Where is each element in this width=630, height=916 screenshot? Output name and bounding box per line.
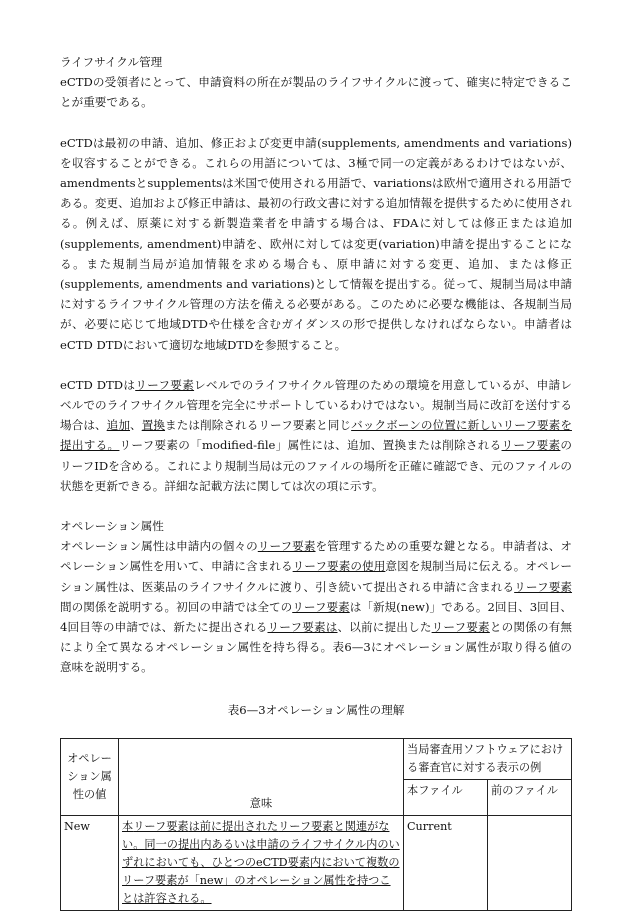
underlined-term: リーフ要素 — [514, 579, 573, 594]
underlined-term: リーフ要素 — [292, 599, 350, 614]
header-display-example: 当局審査用ソフトウェアにおける審査官に対する表示の例 — [404, 738, 572, 779]
text-run: eCTD DTDは — [60, 377, 136, 392]
underlined-term: リーフ要素 — [135, 377, 195, 392]
underlined-term: リーフ要素 — [431, 620, 490, 635]
header-meaning: 意味 — [119, 738, 404, 815]
lifecycle-paragraph-1: eCTDの受領者にとって、申請資料の所在が製品のライフサイクルに渡って、確実に特定できることが重要である。 — [60, 75, 572, 110]
header-prev-file: 前のファイル — [488, 779, 572, 815]
lifecycle-paragraph-2: eCTDは最初の申請、追加、修正および変更申請(supplements, amendments and variations)を収容することができる。これらの用語については、3極で同一の定義があるわけではないが、amendmentsとsupplementsは米国で使用される用語で、variationsは欧州で適用される用語である。変更、追加および修正申請は、最初の行政文書に対する追加情報を提供するために使用される。例えば、原薬に対する新製造業者を申請する場合は、FDAに対しては修正または追加(supplements, amendment)申請を、欧州に対しては変更(variation)申請を提出することになる。また規制当局が追加情報を求める場合も、原申請に対する変更、追加、または修正(supplements, amendments and variations)として情報を提出する。従って、規制当局は申請に対するライフサイクル管理の方法を備える必要がある。このために必要な機能は、各規制当局が、必要に応じて地域DTDや仕様を含むガイダンスの形で提供しなければならない。申請者はeCTD DTDにおいて適切な地域DTDを参照すること。 — [60, 135, 572, 352]
text-run: 本 — [122, 819, 134, 833]
text-run: 、以前に提出した — [337, 620, 432, 635]
cell-this-file: Current — [404, 815, 488, 910]
underlined-term: リーフ要素は — [267, 620, 338, 635]
table-header-row — [61, 738, 572, 779]
cell-prev-file — [488, 815, 572, 910]
cell-meaning — [119, 815, 404, 910]
operation-heading: オペレーション属性 — [60, 519, 164, 534]
text-run: オペレーション属性は申請内の個々の — [60, 539, 258, 554]
underlined-term: 追加 — [106, 418, 131, 433]
text-run: 、 — [130, 418, 142, 433]
operation-attribute-table — [60, 738, 572, 911]
text-run: 間の関係を説明する。初回の申請では全ての — [60, 599, 293, 614]
lifecycle-heading: ライフサイクル管理 — [60, 55, 163, 69]
table-row — [61, 815, 572, 910]
header-this-file: 本ファイル — [404, 779, 488, 815]
header-operation-value: オペレーション属性の値 — [61, 738, 119, 815]
table-caption: 表6—3オペレーション属性の理解 — [227, 702, 405, 717]
text-run: との関係の有無により全て異なるオペレーション属性を持ち得る。表6—3にオペレーション属性が取り得る値の意味を説明する。 — [60, 620, 572, 675]
underlined-term: リーフ要素 — [278, 819, 334, 833]
text-run: と関連がない。 — [122, 819, 390, 851]
underlined-term: リーフ要素の使用 — [292, 559, 386, 574]
underlined-term: バックボーンの位置に新しいリーフ要素を提出する。 — [60, 418, 572, 453]
document-page — [60, 52, 572, 911]
text-run: は前に提出された — [188, 819, 279, 833]
underlined-term: リーフ要素 — [257, 539, 316, 554]
dtd-paragraph — [60, 375, 572, 496]
text-run: リーフ要素の「modified-file」属性には、追加、置換または削除される — [119, 438, 502, 453]
text-run: は「新規(new)」である。2回目、3回目、4回目等の申請では、新たに提出される — [60, 599, 572, 635]
text-run: または削除されるリーフ要素と同じ — [165, 418, 352, 433]
text-run: のリーフIDを含める。これにより規制当局は元のファイルの場所を正確に確認でき、元のファイルの状態を更新できる。詳細な記載方法に関しては次の項に示す。 — [60, 438, 572, 493]
underlined-term: リーフ要素 — [133, 819, 189, 833]
cell-operation-value: New — [61, 815, 119, 910]
underlined-text: 同一の提出内あるいは申請のライフサイクル内のいずれにおいても、ひとつのeCTD要素内において複数のリーフ要素が「new」のオペレーション属性を持つことは許容される。 — [122, 837, 400, 905]
operation-paragraph — [60, 536, 572, 677]
underlined-term: リーフ要素 — [501, 438, 561, 453]
text-run: レベルでのライフサイクル管理のための環境を用意しているが、申請レベルでのライフサイクル管理を完全にサポートしているわけではない。規制当局に改訂を送付する場合は、 — [60, 377, 572, 433]
underlined-term: 置換 — [141, 418, 166, 433]
text-run: を管理するための重要な鍵となる。申請者は、オペレーション属性を用いて、申請に含まれる — [60, 539, 572, 574]
text-run: 意図を規制当局に伝える。オペレーション属性は、医薬品のライフサイクルに渡り、引き続いて提出される申請に含まれる — [60, 559, 572, 594]
